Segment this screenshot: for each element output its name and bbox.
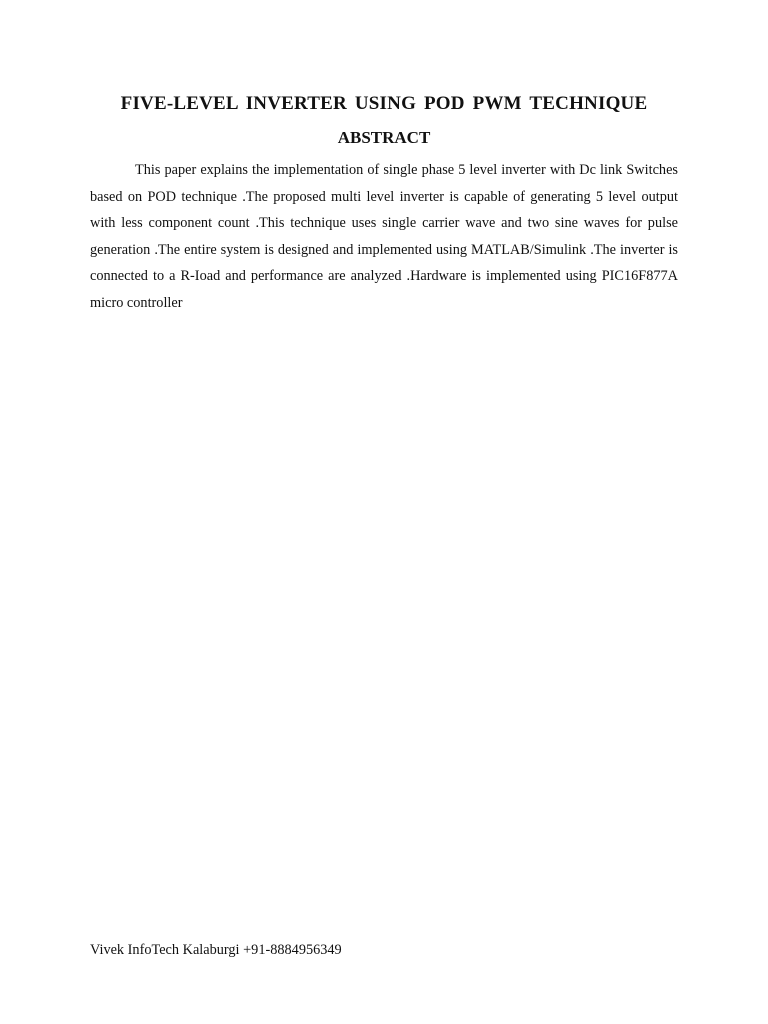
abstract-paragraph: This paper explains the implementation of single phase 5 level inverter with Dc link Switches based on POD technique .The proposed multi level inverter is capable of generating 5 level output with less component count .This technique uses single carrier wave and two sine waves for pulse generation .The entire system is designed and implemented using MATLAB/Simulink .The inverter is connected to a R-Ioad and performance are analyzed .Hardware is implemented using PIC16F877A micro controller — [90, 162, 678, 311]
document-title: FIVE-LEVEL INVERTER USING POD PWM TECHNIQUE — [120, 93, 648, 114]
abstract-heading: ABSTRACT — [337, 128, 431, 147]
page-footer: Vivek InfoTech Kalaburgi +91-8884956349 — [90, 942, 342, 958]
